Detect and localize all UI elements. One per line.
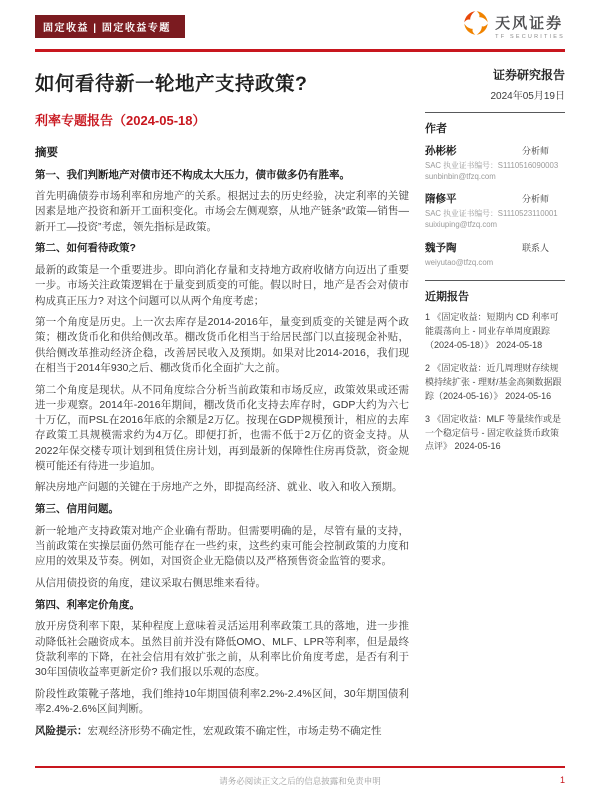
author-entry [425, 143, 565, 183]
report-type-label: 证券研究报告 [492, 67, 565, 82]
body-paragraph: 第一个角度是历史。上一次去库存是2014-2016年，量变到质变的关键是两个政策；棚改货币化和供给侧改革。棚改货币化相当于给居民部门以直接现金补贴，供给侧改革推动经济企稳，改善居民收入及预期。如果对比2014-2016，我们现在相当于2014年930之后、棚改货币化全面扩大之前。 [35, 316, 409, 374]
body-paragraph: 首先明确债券市场利率和房地产的关系。根据过去的历史经验，决定利率的关键因素是地产投资和新开工面积变化。市场会左侧观察，从地产链条“政策—销售—新开工—投资”考虑，领先指标是政策。 [35, 190, 409, 233]
related-report-link [425, 413, 565, 455]
body-paragraph: 从信用债投资的角度，建议采取右侧思维来看待。 [35, 577, 266, 590]
related-report-link [425, 362, 565, 404]
author-row [425, 240, 565, 255]
risk-text: 宏观经济形势不确定性，宏观政策不确定性，市场走势不确定性 [87, 724, 382, 737]
report-subtitle: 利率专题报告（2024-05-18） [35, 112, 206, 128]
author-name: 孙彬彬 [425, 144, 457, 157]
breadcrumb-label: 固定收益 | 固定收益专题 [43, 23, 171, 34]
related-report-date: 2024-05-16 [505, 390, 552, 401]
author-role: 分析师 [521, 194, 549, 205]
page-content [0, 52, 600, 746]
page-title: 如何看待新一轮地产支持政策? [35, 72, 308, 95]
report-date: 2024年05月19日 [490, 90, 565, 102]
body-paragraph: 解决房地产问题的关键在于房地产之外，即提高经济、就业、收入和收入预期。 [35, 481, 403, 494]
author-cert: SAC 执业证书编号：S1110516090003 [425, 160, 559, 170]
authors-section [425, 112, 565, 268]
related-report-link [425, 311, 565, 353]
author-cert: SAC 执业证书编号：S1110523110001 [425, 209, 558, 219]
tf-logo-icon [463, 10, 489, 41]
recent-reports-heading: 近期报告 [425, 290, 469, 303]
page-number: 1 [559, 775, 565, 785]
recent-reports-section [425, 280, 565, 454]
main-column [35, 52, 409, 746]
authors-heading: 作者 [425, 122, 447, 135]
page-footer [0, 766, 600, 787]
body-paragraph: 第二个角度是现状。从不同角度综合分析当前政策和市场反应，政策效果或还需进一步观察。2014年-2016年期间，棚改货币化支持去库存时，GDP大约为六七十万亿，而PSL在2016年底的余额是2万亿。按现在GDP规模预计，相应的去库存政策工具规模需求约为4万亿。即便打折，也需不低于2万亿的资金支持。从2022年保交楼专项计划到租赁住房计划，再到最新的保障性住房再贷款，资金规模可能还有待进一步追加。 [35, 383, 409, 472]
author-name: 隋修平 [425, 193, 457, 206]
body-paragraph: 新一轮地产支持政策对地产企业确有帮助。但需要明确的是，尽管有量的支持，当前政策在实操层面仍然可能存在一些约束，这些约束可能会控制政策的力度和应用的效果及节奏。例如，对国资企业无隐债以及严格预售资金监管的要求。 [35, 524, 409, 568]
related-report-title: 3 《固定收益：MLF 等量续作或是一个稳定信号 - 固定收益货币政策点评》 [425, 413, 562, 452]
author-row [425, 143, 565, 158]
author-row [425, 191, 565, 206]
body-paragraph: 第一、我们判断地产对债市还不构成太大压力，债市做多仍有胜率。 [35, 168, 350, 181]
author-email: suixiuping@tfzq.com [425, 220, 498, 230]
disclaimer-text: 请务必阅读正文之后的信息披露和免责申明 [219, 776, 381, 786]
brand-name: 天风证券 [495, 14, 564, 32]
breadcrumb [35, 15, 185, 38]
risk-label: 风险提示： [35, 724, 88, 737]
related-report-title: 2 《固定收益：近几周理财存续规模持续扩张 - 理财/基金高频数据跟踪（2024-05-16）》 [425, 362, 562, 401]
author-role: 联系人 [521, 242, 549, 253]
footer-row [35, 775, 565, 787]
footer-divider [35, 766, 565, 768]
risk-paragraph [35, 724, 409, 739]
author-entry [425, 191, 565, 231]
author-email: weiyutao@tfzq.com [425, 257, 494, 267]
related-report-date: 2024-05-18 [496, 339, 543, 350]
body-paragraph: 第二、如何看待政策? [35, 242, 136, 255]
related-report-date: 2024-05-16 [454, 441, 501, 452]
body-paragraph: 最新的政策是一个重要进步。即向消化存量和支持地方政府收储方向迈出了重要一步。市场关注政策逻辑在于量变到质变的可能。假以时日，地产是否会对债市构成真正压力? 对这个问题可以从两个角度考虑； [35, 264, 409, 307]
brand-logo [463, 10, 565, 41]
brand-text [495, 12, 565, 40]
related-report-title: 1 《固定收益：短期内 CD 利率可能震荡向上 - 同业存单周度跟踪（2024-05-18）》 [425, 311, 559, 350]
body-paragraph: 第三、信用问题。 [35, 503, 119, 516]
brand-subname: TF SECURITIES [495, 33, 565, 40]
author-role: 分析师 [521, 145, 549, 156]
author-name: 魏予陶 [425, 241, 457, 254]
author-email: sunbinbin@tfzq.com [425, 171, 496, 181]
body-paragraph: 第四、利率定价角度。 [35, 598, 140, 611]
body-paragraph: 阶段性政策靴子落地，我们维持10年期国债利率2.2%-2.4%区间，30年期国债利率2.4%-2.6%区间判断。 [35, 687, 409, 716]
abstract-label: 摘要 [35, 146, 58, 159]
body-paragraph: 放开房贷利率下限，某种程度上意味着灵活运用利率政策工具的落地，进一步推动降低社会融资成本。虽然目前并没有降低OMO、MLF、LPR等利率，但是最终贷款利率的下降，在社会信用有效扩张之前，从利率比价角度考虑，是否有利于30年国债收益率更新定价? 我们报以乐观的态度。 [35, 620, 409, 679]
sidebar [425, 52, 565, 746]
author-entry [425, 240, 565, 268]
top-header [0, 0, 600, 41]
